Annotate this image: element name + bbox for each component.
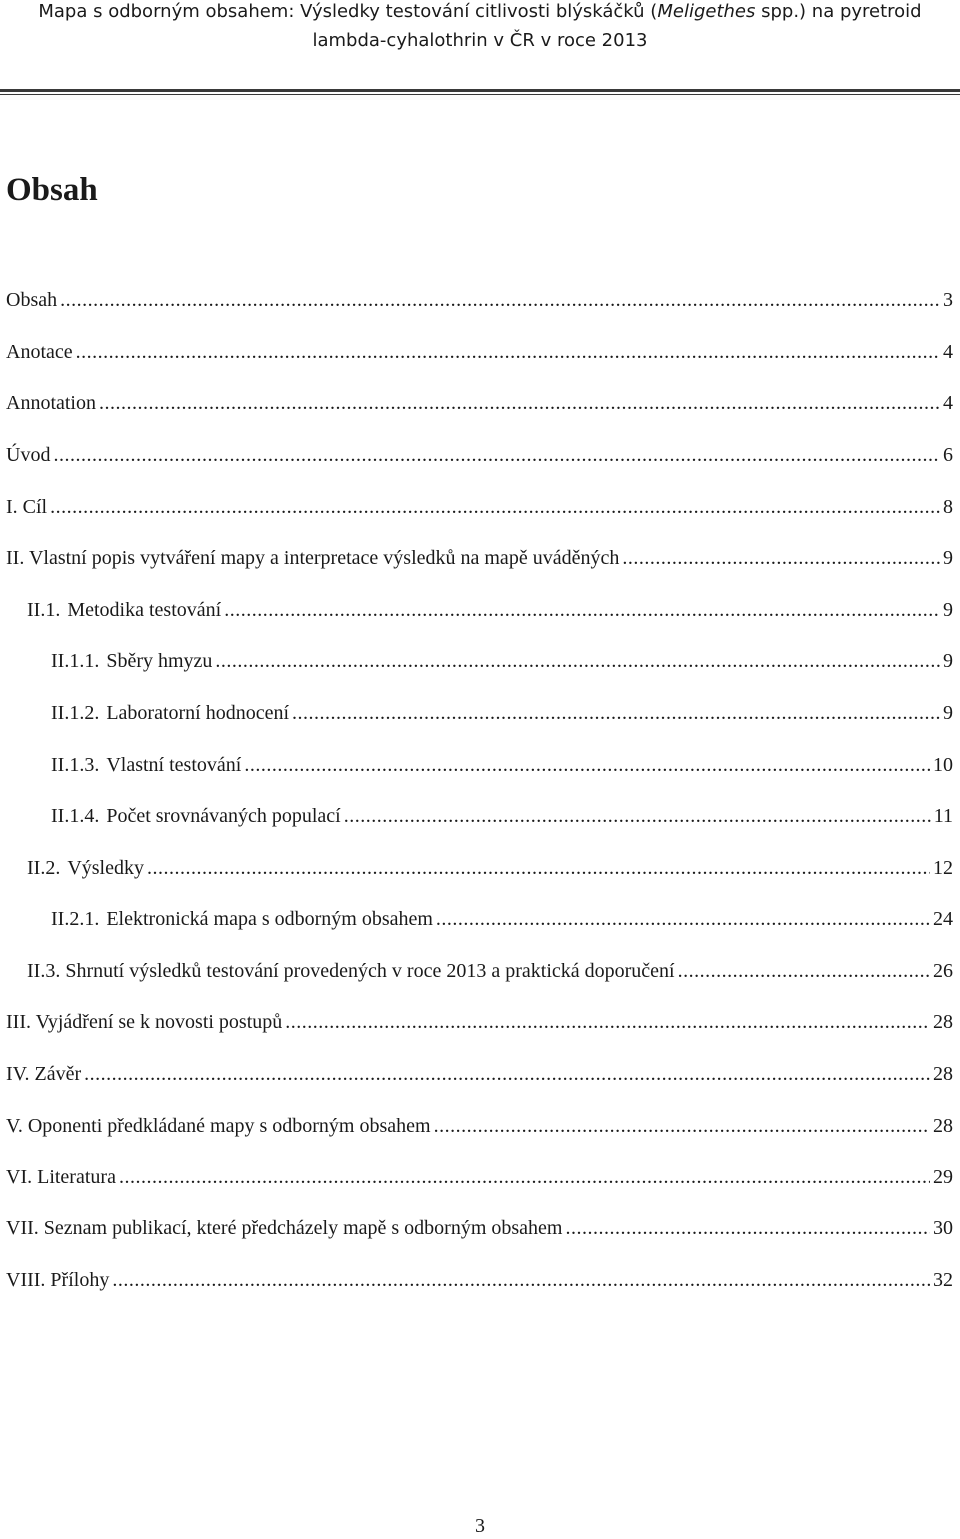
toc-leader-dots <box>99 390 940 416</box>
toc-entry-title: I. Cíl <box>6 496 48 518</box>
toc-page-number: 9 <box>943 599 953 621</box>
toc-page-number: 4 <box>943 392 953 414</box>
page-title: Obsah <box>6 172 98 208</box>
toc-leader-dots <box>84 1061 930 1087</box>
toc-entry[interactable] <box>6 1267 953 1293</box>
toc-entry-number: II.1. <box>27 599 61 621</box>
toc-page-number: 12 <box>933 857 953 879</box>
toc-page-number: 11 <box>933 805 953 827</box>
toc-page-number: 28 <box>933 1011 953 1033</box>
toc-entry-title: II. Vlastní popis vytváření mapy a interpretace výsledků na mapě uváděných <box>6 547 620 569</box>
toc-entry[interactable] <box>6 1061 953 1087</box>
toc-leader-dots <box>147 855 930 881</box>
toc-entry-title: Výsledky <box>67 857 144 879</box>
toc-entry[interactable] <box>6 545 953 571</box>
toc-leader-dots <box>244 752 930 778</box>
toc-page-number: 9 <box>943 650 953 672</box>
toc-entry-title: Úvod <box>6 444 51 466</box>
toc-leader-dots <box>292 700 940 726</box>
toc-leader-dots <box>53 442 940 468</box>
toc-entry-title: VII. Seznam publikací, které předcházely mapě s odborným obsahem <box>6 1217 563 1239</box>
toc-entry-title: Metodika testování <box>67 599 222 621</box>
toc-page-number: 32 <box>933 1269 953 1291</box>
toc-entry-title: Počet srovnávaných populací <box>106 805 341 827</box>
toc-page-number: 8 <box>943 496 953 518</box>
running-header-line-2: lambda-cyhalothrin v ČR v roce 2013 <box>312 30 648 51</box>
toc-leader-dots <box>285 1009 930 1035</box>
toc-page-number: 10 <box>933 754 953 776</box>
toc-entry[interactable] <box>6 1164 953 1190</box>
toc-entry-title: Elektronická mapa s odborným obsahem <box>106 908 433 930</box>
toc-leader-dots <box>436 906 930 932</box>
toc-entry[interactable] <box>6 442 953 468</box>
toc-entry[interactable] <box>6 390 953 416</box>
toc-entry-title: VI. Literatura <box>6 1166 116 1188</box>
toc-entry-title: Laboratorní hodnocení <box>106 702 290 724</box>
toc-entry-number: II.1.3. <box>51 754 100 776</box>
header-text-italic: Meligethes <box>657 1 756 22</box>
toc-entry-title: Vlastní testování <box>106 754 242 776</box>
toc-leader-dots <box>434 1113 930 1139</box>
toc-entry-title: Annotation <box>6 392 96 414</box>
toc-entry-number: II.2. <box>27 857 61 879</box>
toc-leader-dots <box>119 1164 930 1190</box>
toc-entry-number: II.1.2. <box>51 702 100 724</box>
toc-leader-dots <box>678 958 930 984</box>
toc-leader-dots <box>344 803 931 829</box>
header-text-post: spp.) na pyretroid <box>755 1 922 22</box>
header-rule-thick <box>0 89 960 92</box>
running-header-line-1 <box>0 0 960 26</box>
toc-entry[interactable] <box>51 648 953 674</box>
toc-page-number: 6 <box>943 444 953 466</box>
toc-leader-dots <box>622 545 940 571</box>
toc-entry[interactable] <box>6 494 953 520</box>
toc-entry-title: V. Oponenti předkládané mapy s odborným obsahem <box>6 1115 431 1137</box>
page-number-footer: 3 <box>475 1515 485 1537</box>
toc-entry-number: II.1.4. <box>51 805 100 827</box>
toc-entry[interactable] <box>27 597 953 623</box>
toc-entry[interactable] <box>51 752 953 778</box>
toc-leader-dots <box>76 339 940 365</box>
toc-entry-title: Sběry hmyzu <box>106 650 213 672</box>
toc-entry-title: II.3. Shrnutí výsledků testování provedených v roce 2013 a praktická doporučení <box>27 960 675 982</box>
toc-page-number: 4 <box>943 341 953 363</box>
toc-entry[interactable] <box>51 906 953 932</box>
header-text-pre: Mapa s odborným obsahem: Výsledky testování citlivosti blýskáčků ( <box>38 1 658 22</box>
toc-page-number: 9 <box>943 702 953 724</box>
toc-entry-number: II.2.1. <box>51 908 100 930</box>
toc-entry-number: II.1.1. <box>51 650 100 672</box>
toc-leader-dots <box>215 648 940 674</box>
toc-entry-title: VIII. Přílohy <box>6 1269 110 1291</box>
toc-leader-dots <box>112 1267 930 1293</box>
toc-page-number: 3 <box>943 289 953 311</box>
toc-entry[interactable] <box>6 1113 953 1139</box>
toc-entry[interactable] <box>51 700 953 726</box>
toc-page-number: 26 <box>933 960 953 982</box>
toc-page-number: 28 <box>933 1115 953 1137</box>
toc-entry[interactable] <box>6 339 953 365</box>
toc-entry-title: Obsah <box>6 289 58 311</box>
toc-page-number: 28 <box>933 1063 953 1085</box>
toc-entry[interactable] <box>6 1215 953 1241</box>
toc-page-number: 30 <box>933 1217 953 1239</box>
toc-entry-title: IV. Závěr <box>6 1063 82 1085</box>
toc-entry[interactable] <box>27 958 953 984</box>
toc-leader-dots <box>565 1215 930 1241</box>
toc-entry-title: III. Vyjádření se k novosti postupů <box>6 1011 283 1033</box>
toc-entry[interactable] <box>6 287 953 313</box>
toc-page-number: 29 <box>933 1166 953 1188</box>
toc-leader-dots <box>60 287 940 313</box>
toc-entry[interactable] <box>51 803 953 829</box>
toc-leader-dots <box>224 597 940 623</box>
toc-page-number: 9 <box>943 547 953 569</box>
toc-leader-dots <box>50 494 940 520</box>
toc-entry[interactable] <box>27 855 953 881</box>
toc-entry[interactable] <box>6 1009 953 1035</box>
header-rule-thin <box>0 94 960 95</box>
toc-entry-title: Anotace <box>6 341 73 363</box>
toc-page-number: 24 <box>933 908 953 930</box>
